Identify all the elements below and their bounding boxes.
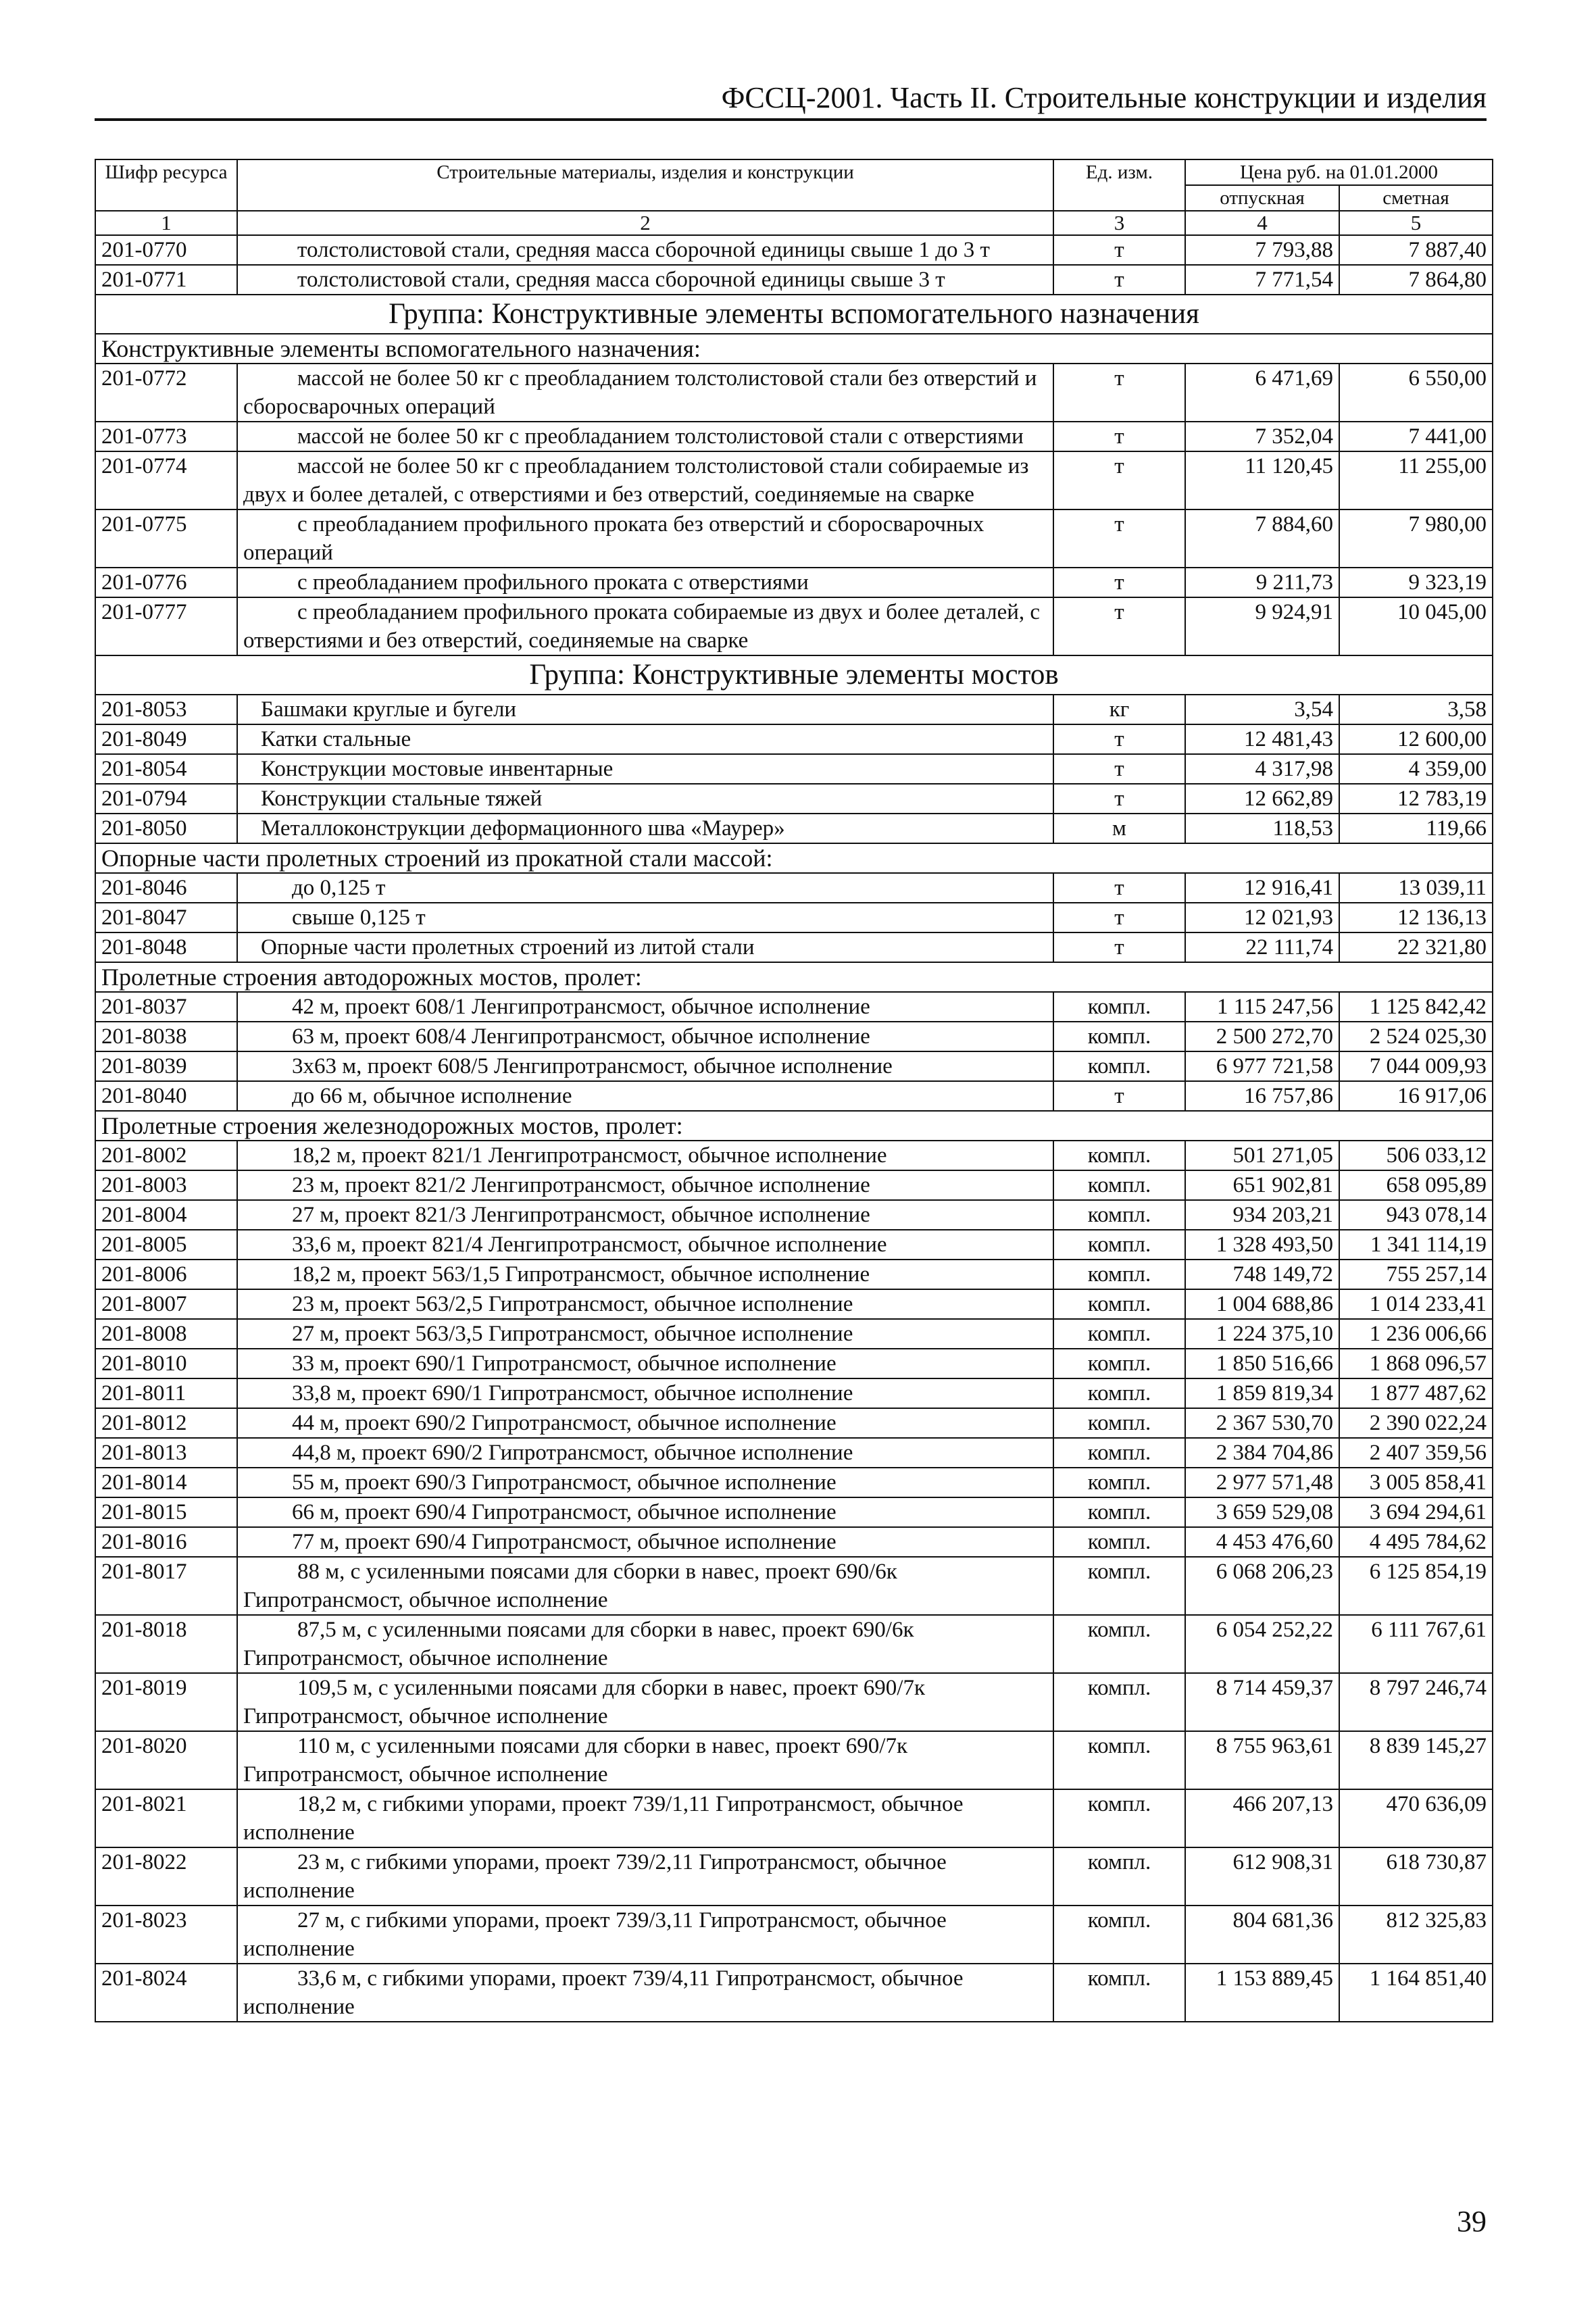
table-row xyxy=(95,1497,1493,1527)
resource-code: 201-8050 xyxy=(95,814,237,843)
estimate-price: 9 323,19 xyxy=(1339,568,1493,597)
release-price: 9 924,91 xyxy=(1185,597,1339,655)
release-price: 8 755 963,61 xyxy=(1185,1731,1339,1789)
estimate-price: 13 039,11 xyxy=(1339,873,1493,903)
header-title: ФССЦ-2001. Часть II. Строительные конструкции и изделия xyxy=(721,81,1487,114)
item-name: 55 м, проект 690/3 Гипротрансмост, обычное исполнение xyxy=(237,1468,1053,1497)
resource-code: 201-8013 xyxy=(95,1438,237,1468)
item-name: Башмаки круглые и бугели xyxy=(237,695,1053,724)
table-row xyxy=(95,1051,1493,1081)
release-price: 6 068 206,23 xyxy=(1185,1557,1339,1615)
resource-code: 201-8049 xyxy=(95,724,237,754)
resource-code: 201-8039 xyxy=(95,1051,237,1081)
unit-cell: компл. xyxy=(1053,1557,1185,1615)
estimate-price: 7 887,40 xyxy=(1339,235,1493,265)
estimate-price: 7 044 009,93 xyxy=(1339,1051,1493,1081)
resource-code: 201-8005 xyxy=(95,1230,237,1260)
section-heading: Пролетные строения железнодорожных мостов, пролет: xyxy=(95,1111,1493,1141)
estimate-price: 11 255,00 xyxy=(1339,451,1493,509)
item-name: Катки стальные xyxy=(237,724,1053,754)
table-row xyxy=(95,1408,1493,1438)
table-row xyxy=(95,1731,1493,1789)
release-price: 2 367 530,70 xyxy=(1185,1408,1339,1438)
table-row xyxy=(95,1230,1493,1260)
resource-code: 201-8011 xyxy=(95,1378,237,1408)
release-price: 612 908,31 xyxy=(1185,1847,1339,1906)
estimate-price: 2 407 359,56 xyxy=(1339,1438,1493,1468)
estimate-price: 119,66 xyxy=(1339,814,1493,843)
item-name: 23 м, проект 563/2,5 Гипротрансмост, обычное исполнение xyxy=(237,1289,1053,1319)
release-price: 4 317,98 xyxy=(1185,754,1339,784)
section-heading-row xyxy=(95,843,1493,873)
col-code-header: Шифр ресурса xyxy=(95,159,237,211)
col-name-header: Строительные материалы, изделия и конструкции xyxy=(237,159,1053,211)
unit-cell: т xyxy=(1053,754,1185,784)
release-price: 6 977 721,58 xyxy=(1185,1051,1339,1081)
table-row xyxy=(95,903,1493,932)
release-price: 1 004 688,86 xyxy=(1185,1289,1339,1319)
estimate-price: 12 783,19 xyxy=(1339,784,1493,814)
unit-cell: компл. xyxy=(1053,1170,1185,1200)
estimate-price: 3 005 858,41 xyxy=(1339,1468,1493,1497)
table-row xyxy=(95,1170,1493,1200)
group-heading-row xyxy=(95,655,1493,695)
item-name: 33,6 м, с гибкими упорами, проект 739/4,11 Гипротрансмост, обычное исполнение xyxy=(237,1964,1053,2022)
resource-code: 201-0776 xyxy=(95,568,237,597)
table-row xyxy=(95,597,1493,655)
resource-code: 201-0777 xyxy=(95,597,237,655)
unit-cell: компл. xyxy=(1053,1319,1185,1349)
table-row xyxy=(95,1615,1493,1673)
unit-cell: т xyxy=(1053,509,1185,568)
unit-cell: компл. xyxy=(1053,1438,1185,1468)
item-name: 33,6 м, проект 821/4 Ленгипротрансмост, обычное исполнение xyxy=(237,1230,1053,1260)
col-price-header: Цена руб. на 01.01.2000 xyxy=(1185,159,1493,185)
unit-cell: кг xyxy=(1053,695,1185,724)
item-name: 27 м, с гибкими упорами, проект 739/3,11 Гипротрансмост, обычное исполнение xyxy=(237,1906,1053,1964)
item-name: с преобладанием профильного проката собираемые из двух и более деталей, с отверстиями и без отверстий, соединяемые на сварке xyxy=(237,597,1053,655)
page-header xyxy=(95,78,1487,121)
table-row xyxy=(95,695,1493,724)
table-row xyxy=(95,422,1493,451)
item-name: 18,2 м, с гибкими упорами, проект 739/1,11 Гипротрансмост, обычное исполнение xyxy=(237,1789,1053,1847)
resource-code: 201-8054 xyxy=(95,754,237,784)
release-price: 748 149,72 xyxy=(1185,1260,1339,1289)
section-heading-row xyxy=(95,1111,1493,1141)
table-row xyxy=(95,1200,1493,1230)
table-row xyxy=(95,814,1493,843)
unit-cell: компл. xyxy=(1053,1260,1185,1289)
item-name: 87,5 м, с усиленными поясами для сборки в навес, проект 690/6к Гипротрансмост, обычное исполнение xyxy=(237,1615,1053,1673)
resource-code: 201-0775 xyxy=(95,509,237,568)
item-name: 27 м, проект 563/3,5 Гипротрансмост, обычное исполнение xyxy=(237,1319,1053,1349)
resource-code: 201-8018 xyxy=(95,1615,237,1673)
estimate-price: 755 257,14 xyxy=(1339,1260,1493,1289)
item-name: 18,2 м, проект 821/1 Ленгипротрансмост, обычное исполнение xyxy=(237,1141,1053,1170)
unit-cell: компл. xyxy=(1053,1673,1185,1731)
resource-code: 201-8003 xyxy=(95,1170,237,1200)
unit-cell: компл. xyxy=(1053,1408,1185,1438)
table-row xyxy=(95,1527,1493,1557)
table-row xyxy=(95,754,1493,784)
table-row xyxy=(95,1081,1493,1111)
unit-cell: компл. xyxy=(1053,1051,1185,1081)
unit-cell: т xyxy=(1053,364,1185,422)
table-row xyxy=(95,873,1493,903)
unit-cell: т xyxy=(1053,873,1185,903)
unit-cell: т xyxy=(1053,784,1185,814)
release-price: 16 757,86 xyxy=(1185,1081,1339,1111)
section-heading: Конструктивные элементы вспомогательного назначения: xyxy=(95,334,1493,364)
estimate-price: 7 441,00 xyxy=(1339,422,1493,451)
col-release-header: отпускная xyxy=(1185,185,1339,211)
page-number: 39 xyxy=(1457,2205,1487,2238)
release-price: 6 471,69 xyxy=(1185,364,1339,422)
table-row xyxy=(95,932,1493,962)
item-name: 109,5 м, с усиленными поясами для сборки в навес, проект 690/7к Гипротрансмост, обычное исполнение xyxy=(237,1673,1053,1731)
estimate-price: 7 980,00 xyxy=(1339,509,1493,568)
release-price: 12 021,93 xyxy=(1185,903,1339,932)
item-name: 33 м, проект 690/1 Гипротрансмост, обычное исполнение xyxy=(237,1349,1053,1378)
table-row xyxy=(95,992,1493,1022)
resource-code: 201-8008 xyxy=(95,1319,237,1349)
table-row xyxy=(95,265,1493,295)
estimate-price: 12 600,00 xyxy=(1339,724,1493,754)
unit-cell: компл. xyxy=(1053,1141,1185,1170)
item-name: 66 м, проект 690/4 Гипротрансмост, обычное исполнение xyxy=(237,1497,1053,1527)
unit-cell: компл. xyxy=(1053,1378,1185,1408)
table-row xyxy=(95,1319,1493,1349)
unit-cell: компл. xyxy=(1053,1022,1185,1051)
release-price: 501 271,05 xyxy=(1185,1141,1339,1170)
release-price: 4 453 476,60 xyxy=(1185,1527,1339,1557)
item-name: 23 м, проект 821/2 Ленгипротрансмост, обычное исполнение xyxy=(237,1170,1053,1200)
release-price: 7 884,60 xyxy=(1185,509,1339,568)
release-price: 3 659 529,08 xyxy=(1185,1497,1339,1527)
item-name: с преобладанием профильного проката без отверстий и сборосварочных операций xyxy=(237,509,1053,568)
item-name: 88 м, с усиленными поясами для сборки в навес, проект 690/6к Гипротрансмост, обычное исполнение xyxy=(237,1557,1053,1615)
item-name: до 66 м, обычное исполнение xyxy=(237,1081,1053,1111)
estimate-price: 658 095,89 xyxy=(1339,1170,1493,1200)
release-price: 12 481,43 xyxy=(1185,724,1339,754)
item-name: Конструкции стальные тяжей xyxy=(237,784,1053,814)
section-heading-row xyxy=(95,334,1493,364)
release-price: 1 153 889,45 xyxy=(1185,1964,1339,2022)
estimate-price: 22 321,80 xyxy=(1339,932,1493,962)
table-row xyxy=(95,1847,1493,1906)
table-row xyxy=(95,451,1493,509)
resource-code: 201-0771 xyxy=(95,265,237,295)
table-row xyxy=(95,509,1493,568)
resource-code: 201-8046 xyxy=(95,873,237,903)
estimate-price: 812 325,83 xyxy=(1339,1906,1493,1964)
unit-cell: компл. xyxy=(1053,1847,1185,1906)
item-name: 44 м, проект 690/2 Гипротрансмост, обычное исполнение xyxy=(237,1408,1053,1438)
unit-cell: компл. xyxy=(1053,1349,1185,1378)
resource-code: 201-0774 xyxy=(95,451,237,509)
unit-cell: т xyxy=(1053,1081,1185,1111)
estimate-price: 3 694 294,61 xyxy=(1339,1497,1493,1527)
estimate-price: 506 033,12 xyxy=(1339,1141,1493,1170)
estimate-price: 10 045,00 xyxy=(1339,597,1493,655)
resource-code: 201-8014 xyxy=(95,1468,237,1497)
estimate-price: 6 125 854,19 xyxy=(1339,1557,1493,1615)
col-number: 3 xyxy=(1053,211,1185,235)
resource-code: 201-8040 xyxy=(95,1081,237,1111)
item-name: 3х63 м, проект 608/5 Ленгипротрансмост, обычное исполнение xyxy=(237,1051,1053,1081)
table-row xyxy=(95,1673,1493,1731)
item-name: до 0,125 т xyxy=(237,873,1053,903)
estimate-price: 12 136,13 xyxy=(1339,903,1493,932)
estimate-price: 1 125 842,42 xyxy=(1339,992,1493,1022)
estimate-price: 618 730,87 xyxy=(1339,1847,1493,1906)
resource-code: 201-8053 xyxy=(95,695,237,724)
release-price: 1 328 493,50 xyxy=(1185,1230,1339,1260)
estimate-price: 4 359,00 xyxy=(1339,754,1493,784)
table-row xyxy=(95,1906,1493,1964)
table-row xyxy=(95,784,1493,814)
estimate-price: 6 111 767,61 xyxy=(1339,1615,1493,1673)
table-row xyxy=(95,1964,1493,2022)
unit-cell: т xyxy=(1053,451,1185,509)
item-name: Опорные части пролетных строений из литой стали xyxy=(237,932,1053,962)
unit-cell: т xyxy=(1053,235,1185,265)
col-number: 2 xyxy=(237,211,1053,235)
release-price: 2 384 704,86 xyxy=(1185,1438,1339,1468)
item-name: Конструкции мостовые инвентарные xyxy=(237,754,1053,784)
release-price: 1 224 375,10 xyxy=(1185,1319,1339,1349)
group-heading-row xyxy=(95,295,1493,334)
release-price: 9 211,73 xyxy=(1185,568,1339,597)
estimate-price: 3,58 xyxy=(1339,695,1493,724)
resource-code: 201-8020 xyxy=(95,1731,237,1789)
resource-code: 201-8021 xyxy=(95,1789,237,1847)
unit-cell: компл. xyxy=(1053,1964,1185,2022)
unit-cell: компл. xyxy=(1053,1230,1185,1260)
table-row xyxy=(95,724,1493,754)
unit-cell: компл. xyxy=(1053,1731,1185,1789)
release-price: 2 500 272,70 xyxy=(1185,1022,1339,1051)
unit-cell: м xyxy=(1053,814,1185,843)
item-name: 33,8 м, проект 690/1 Гипротрансмост, обычное исполнение xyxy=(237,1378,1053,1408)
estimate-price: 2 524 025,30 xyxy=(1339,1022,1493,1051)
release-price: 466 207,13 xyxy=(1185,1789,1339,1847)
release-price: 11 120,45 xyxy=(1185,451,1339,509)
resource-code: 201-8048 xyxy=(95,932,237,962)
resource-code: 201-8002 xyxy=(95,1141,237,1170)
release-price: 7 771,54 xyxy=(1185,265,1339,295)
price-table xyxy=(95,159,1493,2022)
release-price: 7 793,88 xyxy=(1185,235,1339,265)
col-number: 5 xyxy=(1339,211,1493,235)
release-price: 6 054 252,22 xyxy=(1185,1615,1339,1673)
table-row xyxy=(95,364,1493,422)
group-heading: Группа: Конструктивные элементы мостов xyxy=(95,655,1493,695)
table-row xyxy=(95,1141,1493,1170)
resource-code: 201-8024 xyxy=(95,1964,237,2022)
col-unit-header: Ед. изм. xyxy=(1053,159,1185,211)
estimate-price: 7 864,80 xyxy=(1339,265,1493,295)
table-header xyxy=(95,159,1493,235)
item-name: 42 м, проект 608/1 Ленгипротрансмост, обычное исполнение xyxy=(237,992,1053,1022)
release-price: 934 203,21 xyxy=(1185,1200,1339,1230)
estimate-price: 1 236 006,66 xyxy=(1339,1319,1493,1349)
release-price: 7 352,04 xyxy=(1185,422,1339,451)
item-name: толстолистовой стали, средняя масса сборочной единицы свыше 1 до 3 т xyxy=(237,235,1053,265)
table-body xyxy=(95,235,1493,2022)
table-row xyxy=(95,1022,1493,1051)
item-name: 110 м, с усиленными поясами для сборки в навес, проект 690/7к Гипротрансмост, обычное исполнение xyxy=(237,1731,1053,1789)
resource-code: 201-8010 xyxy=(95,1349,237,1378)
unit-cell: компл. xyxy=(1053,1615,1185,1673)
unit-cell: компл. xyxy=(1053,1497,1185,1527)
estimate-price: 2 390 022,24 xyxy=(1339,1408,1493,1438)
estimate-price: 1 014 233,41 xyxy=(1339,1289,1493,1319)
resource-code: 201-8022 xyxy=(95,1847,237,1906)
resource-code: 201-0794 xyxy=(95,784,237,814)
unit-cell: т xyxy=(1053,597,1185,655)
section-heading: Пролетные строения автодорожных мостов, пролет: xyxy=(95,962,1493,992)
estimate-price: 16 917,06 xyxy=(1339,1081,1493,1111)
unit-cell: компл. xyxy=(1053,992,1185,1022)
resource-code: 201-8023 xyxy=(95,1906,237,1964)
table-row xyxy=(95,235,1493,265)
col-number: 1 xyxy=(95,211,237,235)
resource-code: 201-0773 xyxy=(95,422,237,451)
item-name: 63 м, проект 608/4 Ленгипротрансмост, обычное исполнение xyxy=(237,1022,1053,1051)
unit-cell: компл. xyxy=(1053,1468,1185,1497)
unit-cell: т xyxy=(1053,265,1185,295)
estimate-price: 1 868 096,57 xyxy=(1339,1349,1493,1378)
item-name: Металлоконструкции деформационного шва «Маурер» xyxy=(237,814,1053,843)
col-number: 4 xyxy=(1185,211,1339,235)
unit-cell: т xyxy=(1053,903,1185,932)
table-row xyxy=(95,1438,1493,1468)
estimate-price: 8 839 145,27 xyxy=(1339,1731,1493,1789)
item-name: массой не более 50 кг с преобладанием толстолистовой стали без отверстий и сборосварочных операций xyxy=(237,364,1053,422)
col-estimate-header: сметная xyxy=(1339,185,1493,211)
section-heading-row xyxy=(95,962,1493,992)
item-name: 27 м, проект 821/3 Ленгипротрансмост, обычное исполнение xyxy=(237,1200,1053,1230)
release-price: 22 111,74 xyxy=(1185,932,1339,962)
resource-code: 201-8007 xyxy=(95,1289,237,1319)
item-name: свыше 0,125 т xyxy=(237,903,1053,932)
unit-cell: компл. xyxy=(1053,1289,1185,1319)
table-row xyxy=(95,1289,1493,1319)
estimate-price: 8 797 246,74 xyxy=(1339,1673,1493,1731)
release-price: 3,54 xyxy=(1185,695,1339,724)
resource-code: 201-8019 xyxy=(95,1673,237,1731)
release-price: 804 681,36 xyxy=(1185,1906,1339,1964)
release-price: 12 662,89 xyxy=(1185,784,1339,814)
release-price: 1 850 516,66 xyxy=(1185,1349,1339,1378)
unit-cell: т xyxy=(1053,932,1185,962)
item-name: 77 м, проект 690/4 Гипротрансмост, обычное исполнение xyxy=(237,1527,1053,1557)
release-price: 118,53 xyxy=(1185,814,1339,843)
section-heading: Опорные части пролетных строений из прокатной стали массой: xyxy=(95,843,1493,873)
resource-code: 201-0770 xyxy=(95,235,237,265)
resource-code: 201-8047 xyxy=(95,903,237,932)
item-name: с преобладанием профильного проката с отверстиями xyxy=(237,568,1053,597)
table-row xyxy=(95,1789,1493,1847)
resource-code: 201-8017 xyxy=(95,1557,237,1615)
estimate-price: 470 636,09 xyxy=(1339,1789,1493,1847)
item-name: массой не более 50 кг с преобладанием толстолистовой стали с отверстиями xyxy=(237,422,1053,451)
unit-cell: т xyxy=(1053,724,1185,754)
table-row xyxy=(95,1378,1493,1408)
release-price: 12 916,41 xyxy=(1185,873,1339,903)
estimate-price: 4 495 784,62 xyxy=(1339,1527,1493,1557)
table-row xyxy=(95,1260,1493,1289)
resource-code: 201-8016 xyxy=(95,1527,237,1557)
item-name: 18,2 м, проект 563/1,5 Гипротрансмост, обычное исполнение xyxy=(237,1260,1053,1289)
resource-code: 201-8012 xyxy=(95,1408,237,1438)
unit-cell: т xyxy=(1053,422,1185,451)
unit-cell: компл. xyxy=(1053,1527,1185,1557)
table-row xyxy=(95,1468,1493,1497)
release-price: 1 115 247,56 xyxy=(1185,992,1339,1022)
estimate-price: 943 078,14 xyxy=(1339,1200,1493,1230)
release-price: 1 859 819,34 xyxy=(1185,1378,1339,1408)
table-row xyxy=(95,1349,1493,1378)
unit-cell: компл. xyxy=(1053,1789,1185,1847)
group-heading: Группа: Конструктивные элементы вспомогательного назначения xyxy=(95,295,1493,334)
item-name: 44,8 м, проект 690/2 Гипротрансмост, обычное исполнение xyxy=(237,1438,1053,1468)
item-name: 23 м, с гибкими упорами, проект 739/2,11 Гипротрансмост, обычное исполнение xyxy=(237,1847,1053,1906)
resource-code: 201-0772 xyxy=(95,364,237,422)
column-numbers-row xyxy=(95,211,1493,235)
item-name: массой не более 50 кг с преобладанием толстолистовой стали собираемые из двух и более деталей, с отверстиями и без отверстий, соединяемые на сварке xyxy=(237,451,1053,509)
resource-code: 201-8006 xyxy=(95,1260,237,1289)
resource-code: 201-8038 xyxy=(95,1022,237,1051)
unit-cell: т xyxy=(1053,568,1185,597)
release-price: 8 714 459,37 xyxy=(1185,1673,1339,1731)
item-name: толстолистовой стали, средняя масса сборочной единицы свыше 3 т xyxy=(237,265,1053,295)
estimate-price: 1 877 487,62 xyxy=(1339,1378,1493,1408)
resource-code: 201-8037 xyxy=(95,992,237,1022)
resource-code: 201-8015 xyxy=(95,1497,237,1527)
table-row xyxy=(95,568,1493,597)
estimate-price: 1 164 851,40 xyxy=(1339,1964,1493,2022)
estimate-price: 6 550,00 xyxy=(1339,364,1493,422)
release-price: 2 977 571,48 xyxy=(1185,1468,1339,1497)
unit-cell: компл. xyxy=(1053,1906,1185,1964)
resource-code: 201-8004 xyxy=(95,1200,237,1230)
release-price: 651 902,81 xyxy=(1185,1170,1339,1200)
estimate-price: 1 341 114,19 xyxy=(1339,1230,1493,1260)
table-row xyxy=(95,1557,1493,1615)
unit-cell: компл. xyxy=(1053,1200,1185,1230)
